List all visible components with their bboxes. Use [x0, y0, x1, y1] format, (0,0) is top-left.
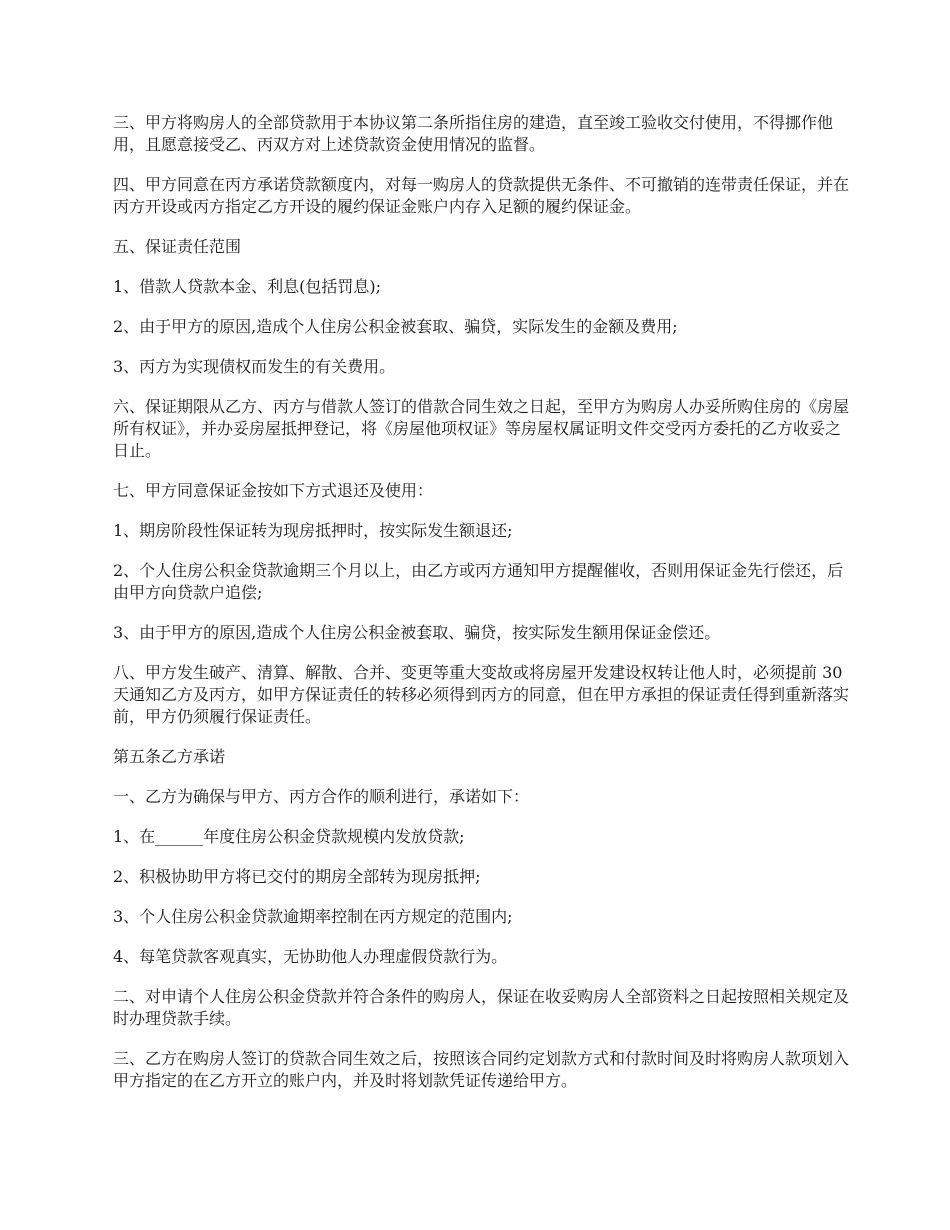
paragraph-commitment-item-4: 4、每笔贷款客观真实，无协助他人办理虚假贷款行为。	[113, 947, 508, 966]
paragraph-article-5-heading: 第五条乙方承诺	[113, 747, 226, 766]
paragraph-refund-item-1: 1、期房阶段性保证转为现房抵押时，按实际发生额退还;	[113, 521, 513, 540]
paragraph-scope-item-3: 3、丙方为实现债权而发生的有关费用。	[113, 357, 396, 376]
paragraph-clause-3: 三、甲方将购房人的全部贷款用于本协议第二条所指住房的建造，直至竣工验收交付使用，不得挪作他用，且愿意接受乙、丙双方对上述贷款资金使用情况的监督。	[113, 113, 834, 154]
paragraph-clause-4: 四、甲方同意在丙方承诺贷款额度内，对每一购房人的贷款提供无条件、不可撤销的连带责任保证，并在丙方开设或丙方指定乙方开设的履约保证金账户内存入足额的履约保证金。	[113, 175, 850, 216]
paragraph-scope-item-1: 1、借款人贷款本金、利息(包括罚息);	[113, 277, 382, 296]
paragraph-refund-item-2: 2、个人住房公积金贷款逾期三个月以上，由乙方或丙方通知甲方提醒催收，否则用保证金先行偿还，后由甲方向贷款户追偿;	[113, 561, 844, 602]
paragraph-commitment-intro: 一、乙方为确保与甲方、丙方合作的顺利进行，承诺如下：	[113, 787, 530, 806]
paragraph-deposit-refund-heading: 七、甲方同意保证金按如下方式退还及使用：	[113, 481, 434, 500]
paragraph-commitment-item-3: 3、个人住房公积金贷款逾期率控制在丙方规定的范围内;	[113, 907, 513, 926]
paragraph-guarantee-period: 六、保证期限从乙方、丙方与借款人签订的借款合同生效之日起，至甲方为购房人办妥所购住房的《房屋所有权证》，并办妥房屋抵押登记，将《房屋他项权证》等房屋权属证明文件交受丙方委托的乙方收妥之日止。	[113, 397, 850, 460]
paragraph-refund-item-3: 3、由于甲方的原因,造成个人住房公积金被套取、骗贷，按实际发生额用保证金偿还。	[113, 623, 721, 642]
paragraph-commitment-item-2: 2、积极协助甲方将已交付的期房全部转为现房抵押;	[113, 867, 481, 886]
paragraph-scope-item-2: 2、由于甲方的原因,造成个人住房公积金被套取、骗贷，实际发生的金额及费用;	[113, 317, 678, 336]
paragraph-loan-processing: 二、对申请个人住房公积金贷款并符合条件的购房人，保证在收妥购房人全部资料之日起按照相关规定及时办理贷款手续。	[113, 987, 850, 1028]
paragraph-fund-transfer: 三、乙方在购房人签订的贷款合同生效之后，按照该合同约定划款方式和付款时间及时将购房人款项划入甲方指定的在乙方开立的账户内，并及时将划款凭证传递给甲方。	[113, 1049, 850, 1090]
paragraph-clause-8: 八、甲方发生破产、清算、解散、合并、变更等重大变故或将房屋开发建设权转让他人时，必须提前 30 天通知乙方及丙方，如甲方保证责任的转移必须得到丙方的同意，但在甲方承担的保证责任得到重新落实前，甲方仍须履行保证责任。	[113, 663, 850, 726]
paragraph-guarantee-scope-heading: 五、保证责任范围	[113, 237, 242, 256]
document-page	[113, 112, 853, 1110]
paragraph-commitment-item-1: 1、在______年度住房公积金贷款规模内发放贷款;	[113, 827, 465, 846]
